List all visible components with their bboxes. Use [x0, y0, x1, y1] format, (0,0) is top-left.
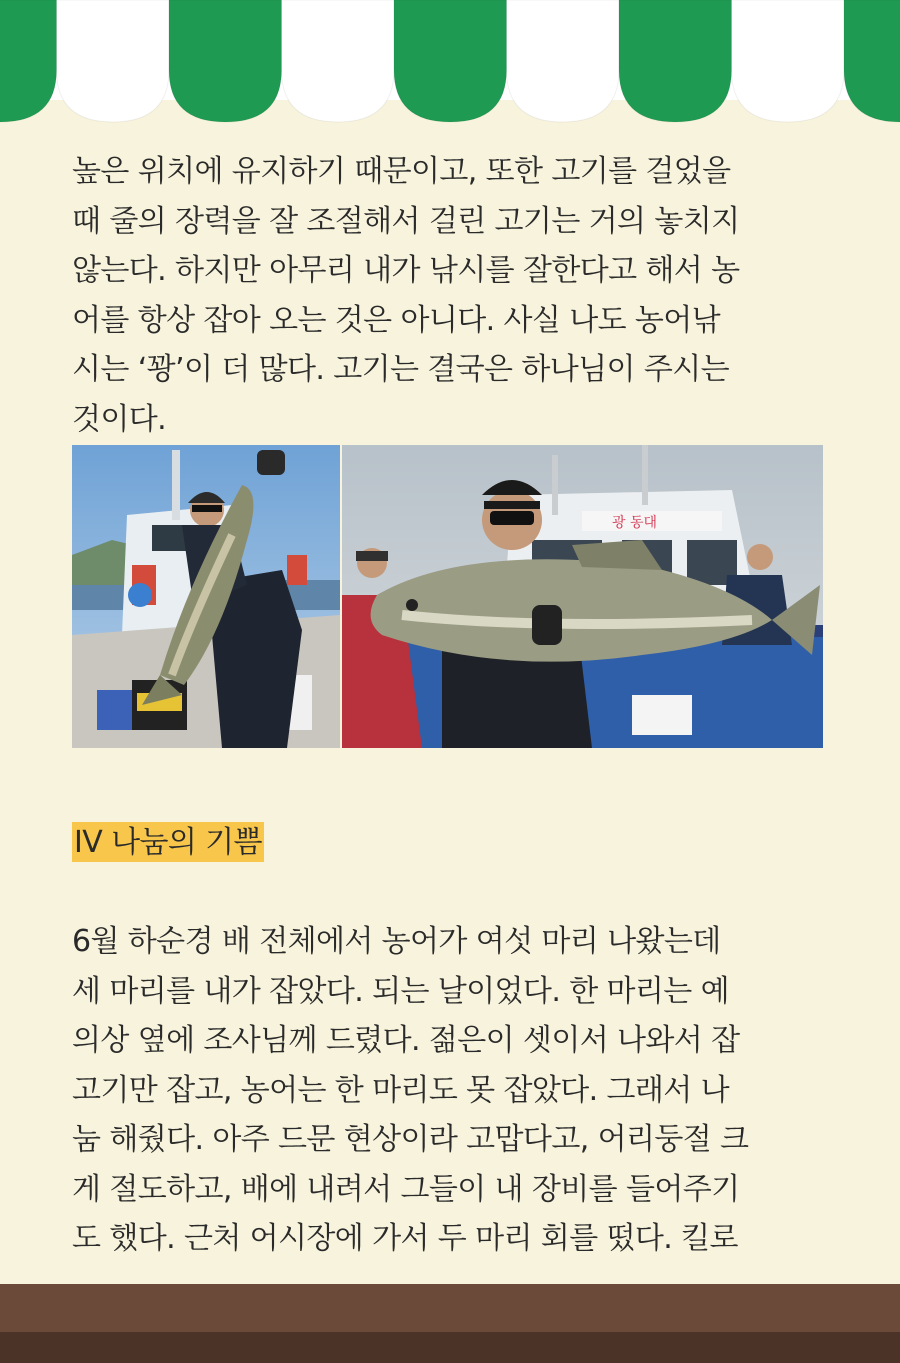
text-line: 시는 ‘꽝’이 더 많다. 고기는 결국은 하나님이 주시는	[72, 352, 729, 387]
footer-band-bottom	[0, 1332, 900, 1363]
boat-sign-text: 광 동대	[612, 515, 658, 531]
text-line: 않는다. 하지만 아무리 내가 낚시를 잘한다고 해서 농	[72, 253, 740, 288]
text-line: 세 마리를 내가 잡았다. 되는 날이었다. 한 마리는 예	[72, 973, 729, 1009]
text-line: 의상 옆에 조사님께 드렸다. 젊은이 셋이서 나와서 잡	[72, 1023, 740, 1058]
text-line: 눔 해줬다. 아주 드문 현상이라 고맙다고, 어리둥절 크	[72, 1122, 749, 1157]
text-line: 높은 위치에 유지하기 때문이고, 또한 고기를 걸었을	[72, 154, 731, 189]
footer-band-top	[0, 1284, 900, 1332]
text-line: 6월 하순경 배 전체에서 농어가 여섯 마리 나왔는데	[72, 924, 721, 959]
text-line: 것이다.	[72, 401, 167, 437]
photo-angler-with-fish-left	[72, 445, 340, 748]
text-line: 때 줄의 장력을 잘 조절해서 걸린 고기는 거의 놓치지	[72, 203, 740, 239]
photo-angler-with-fish-right	[342, 445, 823, 748]
text-line: 고기만 잡고, 농어는 한 마리도 못 잡았다. 그래서 나	[72, 1072, 729, 1108]
body-paragraph-2	[72, 917, 832, 1264]
text-line: 도 했다. 근처 어시장에 가서 두 마리 회를 떴다. 킬로	[72, 1221, 738, 1256]
text-line: 어를 항상 잡아 오는 것은 아니다. 사실 나도 농어낚	[72, 302, 721, 338]
section-heading: IV 나눔의 기쁨	[72, 822, 264, 862]
text-line: 게 절도하고, 배에 내려서 그들이 내 장비를 들어주기	[72, 1171, 740, 1207]
body-paragraph-1	[72, 147, 832, 444]
awning-decoration	[0, 0, 900, 130]
